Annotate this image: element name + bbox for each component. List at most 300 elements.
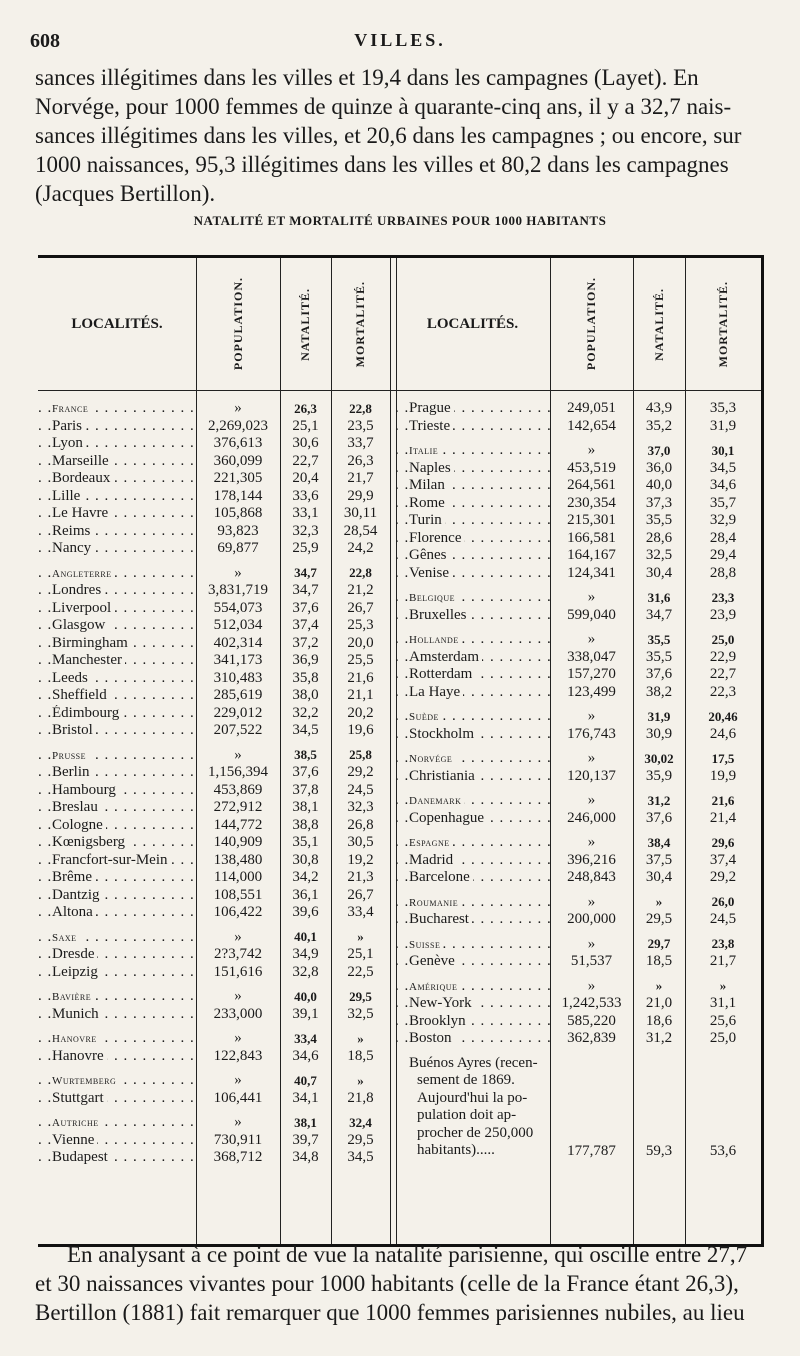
locality-name: Amsterdam xyxy=(409,649,482,665)
natality-cell: 37,6 xyxy=(645,666,673,683)
city-row xyxy=(395,477,761,495)
locality-name: Nancy xyxy=(52,540,94,556)
natality-cell: 34,2 xyxy=(292,869,319,886)
locality-cell xyxy=(38,1090,196,1107)
locality-name: Prusse xyxy=(52,750,89,762)
city-row xyxy=(38,418,390,436)
population-cell: 272,912 xyxy=(213,799,263,816)
locality-cell xyxy=(38,764,196,781)
country-group xyxy=(395,894,761,929)
header-natalite-right: NATALITÉ. xyxy=(651,287,666,361)
natality-cell: 36,9 xyxy=(292,652,319,669)
mortality-cell: 23,8 xyxy=(711,936,735,952)
country-row xyxy=(395,708,761,726)
natality-cell: 34,5 xyxy=(292,722,319,739)
population-cell: 105,868 xyxy=(213,505,263,522)
mortality-cell: 30,1 xyxy=(711,442,735,458)
locality-name: Naples xyxy=(409,460,454,476)
locality-cell xyxy=(38,869,196,886)
locality-name: Leeds xyxy=(52,670,91,686)
mortality-cell: 29,6 xyxy=(711,834,735,850)
locality-cell xyxy=(38,435,196,452)
city-row xyxy=(395,460,761,478)
population-cell: 512,034 xyxy=(213,617,263,634)
country-group xyxy=(38,988,390,1023)
locality-cell xyxy=(38,817,196,834)
mortality-cell: » xyxy=(357,1030,364,1046)
locality-name: Berlin xyxy=(52,764,93,780)
city-row xyxy=(38,869,390,887)
city-row xyxy=(38,1006,390,1024)
locality-cell xyxy=(38,887,196,904)
natality-cell: » xyxy=(655,978,663,994)
locality-name: Angleterre xyxy=(52,568,115,580)
locality-name: Bordeaux xyxy=(52,470,113,486)
natality-cell: » xyxy=(655,894,663,910)
locality-name: Kœnigsberg xyxy=(52,834,128,850)
city-row xyxy=(395,547,761,565)
natality-cell: 39,1 xyxy=(292,1005,319,1022)
mortality-cell: 25,8 xyxy=(349,747,372,763)
locality-cell xyxy=(38,929,196,946)
country-group xyxy=(395,750,761,785)
mortality-cell: 19,6 xyxy=(347,722,374,739)
locality-cell xyxy=(38,1114,196,1131)
locality-cell xyxy=(38,617,196,634)
mortality-cell: 20,2 xyxy=(347,704,374,721)
mortality-cell: 26,8 xyxy=(347,816,374,833)
country-group xyxy=(395,834,761,887)
population-cell: 164,167 xyxy=(567,547,616,564)
city-row xyxy=(395,607,761,625)
city-row xyxy=(38,453,390,471)
natality-cell: 33,4 xyxy=(294,1030,317,1046)
population-cell: 310,483 xyxy=(213,669,263,686)
population-cell: 106,441 xyxy=(213,1089,263,1106)
locality-cell xyxy=(395,1030,550,1047)
locality-cell xyxy=(395,460,550,477)
locality-cell xyxy=(395,400,550,417)
mortality-cell: 35,3 xyxy=(709,400,737,417)
natality-cell: 40,0 xyxy=(645,477,673,494)
locality-cell xyxy=(38,600,196,617)
country-row xyxy=(38,565,390,583)
city-row xyxy=(38,635,390,653)
population-cell: 151,616 xyxy=(213,963,263,980)
locality-cell xyxy=(395,512,550,529)
mortality-cell: 32,9 xyxy=(709,512,737,529)
city-row xyxy=(38,852,390,870)
natality-cell: 37,3 xyxy=(645,494,673,511)
mortality-cell: 21,8 xyxy=(347,1089,374,1106)
mortality-cell: 26,3 xyxy=(347,452,374,469)
country-group xyxy=(38,747,390,922)
population-cell: 138,480 xyxy=(213,851,263,868)
locality-cell xyxy=(395,547,550,564)
locality-name: Marseille xyxy=(52,453,112,469)
city-row xyxy=(38,1090,390,1108)
locality-name: Bristol xyxy=(52,722,96,738)
population-cell: 402,314 xyxy=(213,634,263,651)
population-cell: 368,712 xyxy=(213,1149,263,1166)
locality-cell xyxy=(38,582,196,599)
city-row xyxy=(38,617,390,635)
population-cell: 1,156,394 xyxy=(208,764,268,781)
mortality-cell: 25,3 xyxy=(347,617,374,634)
city-row xyxy=(38,470,390,488)
locality-name: Altona xyxy=(52,904,96,920)
natality-cell: 37,0 xyxy=(647,442,671,458)
natality-cell: 35,5 xyxy=(645,512,673,529)
natality-cell: 39,6 xyxy=(292,904,319,921)
locality-cell xyxy=(38,964,196,981)
locality-cell xyxy=(395,684,550,701)
locality-cell xyxy=(395,911,550,928)
locality-name: Copenhague xyxy=(409,810,487,826)
mortality-cell: 22,5 xyxy=(347,963,374,980)
locality-name: Stockholm xyxy=(409,726,477,742)
population-cell: 157,270 xyxy=(567,666,616,683)
locality-name: Hambourg xyxy=(52,782,119,798)
country-row xyxy=(395,750,761,768)
population-cell: » xyxy=(234,928,242,945)
country-row xyxy=(395,936,761,954)
locality-cell xyxy=(395,666,550,683)
mortality-cell: 19,9 xyxy=(709,767,737,784)
text-line: sances illégitimes dans les villes, et 20,6 dans les campagnes ; ou encore, sur xyxy=(35,123,742,148)
mortality-cell: 34,5 xyxy=(709,459,737,476)
mortality-cell: 24,5 xyxy=(347,781,374,798)
locality-cell xyxy=(395,565,550,582)
mortality-cell: 25,1 xyxy=(347,946,374,963)
mortality-cell: 21,2 xyxy=(347,582,374,599)
natality-cell: 38,2 xyxy=(645,683,673,700)
city-row xyxy=(38,1149,390,1167)
population-cell: 3,831,719 xyxy=(208,582,268,599)
text-line: Norvége, pour 1000 femmes de quinze à quarante-cinq ans, il y a 32,7 nais- xyxy=(35,94,732,119)
population-cell: 599,040 xyxy=(567,606,616,623)
population-cell: 178,144 xyxy=(213,487,263,504)
population-cell: 140,909 xyxy=(213,834,263,851)
natality-cell: 35,5 xyxy=(647,631,671,647)
mortality-cell: 20,46 xyxy=(708,708,738,724)
population-cell: 176,743 xyxy=(567,725,616,742)
locality-cell xyxy=(395,495,550,512)
locality-name: Suède xyxy=(409,711,442,723)
natality-cell: 36,1 xyxy=(292,886,319,903)
mortality-cell: 29,9 xyxy=(347,487,374,504)
population-cell: 246,000 xyxy=(567,809,616,826)
country-row xyxy=(395,442,761,460)
population-cell: » xyxy=(587,589,596,606)
population-cell: 177,787 xyxy=(567,1142,616,1159)
locality-cell xyxy=(395,477,550,494)
natality-cell: 35,9 xyxy=(645,767,673,784)
header-population-left: POPULATION. xyxy=(230,277,245,371)
mortality-cell: 24,6 xyxy=(709,725,737,742)
country-row xyxy=(38,988,390,1006)
population-cell: 123,499 xyxy=(567,683,616,700)
population-cell: 362,839 xyxy=(567,1030,616,1047)
mortality-cell: 25,6 xyxy=(709,1012,737,1029)
locality-cell xyxy=(395,708,550,725)
population-cell: 249,051 xyxy=(567,400,616,417)
city-row xyxy=(38,764,390,782)
city-row xyxy=(38,904,390,922)
locality-name: Le Havre xyxy=(52,505,111,521)
natality-cell: 30,4 xyxy=(645,869,673,886)
natality-cell: 38,4 xyxy=(647,834,671,850)
country-row xyxy=(38,929,390,947)
natality-cell: 40,1 xyxy=(294,929,317,945)
locality-cell xyxy=(395,530,550,547)
mortality-cell: 21,6 xyxy=(711,792,735,808)
city-row xyxy=(38,887,390,905)
locality-cell xyxy=(395,834,550,851)
locality-name: Dresde xyxy=(52,946,97,962)
city-row xyxy=(395,565,761,583)
text-line: 1000 naissances, 95,3 illégitimes dans les villes et 80,2 dans les campagnes xyxy=(35,152,729,177)
mortality-cell: 26,7 xyxy=(347,599,374,616)
locality-name: Saxe xyxy=(52,932,80,944)
locality-cell xyxy=(395,607,550,624)
note-line: procher de 250,000 xyxy=(417,1124,534,1141)
locality-cell xyxy=(38,687,196,704)
locality-cell xyxy=(395,418,550,435)
locality-name: Trieste xyxy=(409,418,453,434)
locality-name: Francfort-sur-Mein xyxy=(52,852,171,868)
population-cell: » xyxy=(234,1072,242,1089)
locality-name: Liverpool xyxy=(52,600,114,616)
locality-name: Milan xyxy=(409,477,448,493)
locality-cell xyxy=(38,852,196,869)
population-cell: 2?3,742 xyxy=(214,946,262,963)
country-row xyxy=(38,1030,390,1048)
locality-cell xyxy=(38,1149,196,1166)
mortality-cell: 26,7 xyxy=(347,886,374,903)
mortality-cell: 30,5 xyxy=(347,834,374,851)
natality-cell: 32,5 xyxy=(645,547,673,564)
natality-cell: 28,6 xyxy=(645,529,673,546)
locality-name: Reims xyxy=(52,523,93,539)
population-cell: 122,843 xyxy=(213,1047,263,1064)
locality-name: Espagne xyxy=(409,837,453,849)
population-cell: 108,551 xyxy=(213,886,263,903)
population-cell: » xyxy=(234,988,242,1005)
mortality-cell: 34,5 xyxy=(347,1149,374,1166)
natality-cell: 30,02 xyxy=(644,750,674,766)
locality-name: Italie xyxy=(409,445,441,457)
city-row xyxy=(395,530,761,548)
locality-cell xyxy=(38,488,196,505)
locality-name: Belgique xyxy=(409,592,458,604)
locality-name: Hanovre xyxy=(52,1033,100,1045)
locality-cell xyxy=(38,799,196,816)
locality-cell xyxy=(38,505,196,522)
population-cell: 142,654 xyxy=(567,417,616,434)
locality-cell xyxy=(395,792,550,809)
locality-name: Turin xyxy=(409,512,445,528)
natality-cell: 38,0 xyxy=(292,687,319,704)
mortality-cell: 34,6 xyxy=(709,477,737,494)
natality-cell: 35,2 xyxy=(645,417,673,434)
natality-cell: 31,2 xyxy=(647,792,671,808)
population-cell: » xyxy=(587,750,596,767)
locality-cell xyxy=(38,946,196,963)
mortality-cell: 29,5 xyxy=(347,1131,374,1148)
page-header xyxy=(30,30,770,60)
header-natalite-left: NATALITÉ. xyxy=(298,287,312,361)
population-cell: 51,537 xyxy=(570,953,613,970)
mortality-cell: 30,11 xyxy=(343,505,378,522)
city-row xyxy=(395,649,761,667)
mortality-cell: 21,4 xyxy=(709,809,737,826)
country-row xyxy=(38,747,390,765)
natality-cell: 35,5 xyxy=(645,648,673,665)
city-row xyxy=(38,505,390,523)
natality-cell: 18,6 xyxy=(645,1012,673,1029)
natality-cell: 30,4 xyxy=(645,564,673,581)
city-row xyxy=(395,869,761,887)
locality-name: Barcelone xyxy=(409,869,473,885)
population-cell: » xyxy=(234,400,242,417)
city-row xyxy=(395,418,761,436)
population-cell: 233,000 xyxy=(213,1005,263,1022)
locality-cell xyxy=(38,418,196,435)
text-line: et 30 naissances vivantes pour 1000 habitants (celle de la France étant 26,3), xyxy=(35,1271,739,1296)
locality-cell xyxy=(395,894,550,911)
natality-cell: 32,3 xyxy=(292,522,319,539)
population-cell: 585,220 xyxy=(567,1012,616,1029)
natality-cell: 38,1 xyxy=(294,1114,317,1130)
population-cell: 341,173 xyxy=(213,652,263,669)
locality-name: Brooklyn xyxy=(409,1013,469,1029)
mortality-cell: 29,2 xyxy=(347,764,374,781)
natality-cell: 43,9 xyxy=(645,400,673,417)
header-mortalite-right: MORTALITÉ. xyxy=(715,280,730,368)
city-row xyxy=(395,1013,761,1031)
mortality-cell: 26,0 xyxy=(711,894,735,910)
mortality-cell: 32,4 xyxy=(349,1114,372,1130)
locality-cell xyxy=(38,523,196,540)
mortality-cell: 25,5 xyxy=(347,652,374,669)
locality-cell xyxy=(395,995,550,1012)
locality-name: Cologne xyxy=(52,817,106,833)
locality-cell xyxy=(38,747,196,764)
country-group xyxy=(38,1030,390,1065)
locality-name: Gênes xyxy=(409,547,450,563)
locality-cell xyxy=(38,782,196,799)
natality-cell: 32,2 xyxy=(292,704,319,721)
city-row xyxy=(38,782,390,800)
locality-name: Breslau xyxy=(52,799,101,815)
locality-cell xyxy=(395,442,550,459)
country-group xyxy=(38,565,390,740)
population-cell: 453,869 xyxy=(213,781,263,798)
natality-cell: 36,0 xyxy=(645,459,673,476)
natality-cell: 32,8 xyxy=(292,963,319,980)
country-row xyxy=(38,1072,390,1090)
population-cell: 360,099 xyxy=(213,452,263,469)
natality-cell: 38,1 xyxy=(292,799,319,816)
country-group xyxy=(38,1114,390,1167)
city-row xyxy=(395,810,761,828)
locality-name: Autriche xyxy=(52,1117,102,1129)
country-group xyxy=(38,1072,390,1107)
natality-cell: 34,6 xyxy=(292,1047,319,1064)
city-row xyxy=(395,666,761,684)
locality-cell xyxy=(38,453,196,470)
city-row xyxy=(38,582,390,600)
population-cell: 120,137 xyxy=(567,767,616,784)
country-group xyxy=(38,929,390,982)
locality-cell xyxy=(38,652,196,669)
population-cell: » xyxy=(587,893,596,910)
natality-cell: 37,6 xyxy=(645,809,673,826)
locality-name: Amérique xyxy=(409,981,460,993)
data-table xyxy=(38,255,764,1247)
city-row xyxy=(395,995,761,1013)
natality-cell: 30,8 xyxy=(292,851,319,868)
natality-cell: 37,8 xyxy=(292,781,319,798)
population-cell: 554,073 xyxy=(213,599,263,616)
population-cell: 200,000 xyxy=(567,911,616,928)
locality-name: Lyon xyxy=(52,435,86,451)
locality-cell xyxy=(38,565,196,582)
locality-name: Roumanie xyxy=(409,897,461,909)
header-mortalite-left: MORTALITÉ. xyxy=(353,280,367,368)
population-cell: 207,522 xyxy=(213,722,263,739)
population-cell: 124,341 xyxy=(567,564,616,581)
mortality-cell: 24,2 xyxy=(347,540,374,557)
country-group xyxy=(38,400,390,558)
locality-cell xyxy=(38,705,196,722)
natality-cell: 40,0 xyxy=(294,988,317,1004)
mortality-cell: 22,8 xyxy=(349,565,372,581)
page-number: 608 xyxy=(30,30,60,52)
natality-cell: 34,7 xyxy=(292,582,319,599)
natality-cell: 34,7 xyxy=(645,606,673,623)
natality-cell: 38,8 xyxy=(292,816,319,833)
city-row xyxy=(395,768,761,786)
locality-name: Leipzig xyxy=(52,964,101,980)
note-line: habitants)..... xyxy=(417,1142,495,1158)
population-cell: 215,301 xyxy=(567,512,616,529)
population-cell: 230,354 xyxy=(567,494,616,511)
locality-cell xyxy=(395,936,550,953)
natality-cell: 29,5 xyxy=(645,911,673,928)
natality-cell: 21,0 xyxy=(645,995,673,1012)
mortality-cell: 37,4 xyxy=(709,851,737,868)
locality-name: Manchester xyxy=(52,652,125,668)
population-cell: » xyxy=(234,564,242,581)
population-cell: 730,911 xyxy=(213,1131,263,1148)
country-row xyxy=(395,834,761,852)
mortality-cell: 25,0 xyxy=(709,1030,737,1047)
mortality-cell: 21,7 xyxy=(709,953,737,970)
locality-name: Madrid xyxy=(409,852,456,868)
locality-name: Lille xyxy=(52,488,83,504)
city-row xyxy=(38,722,390,740)
population-cell: 338,047 xyxy=(567,648,616,665)
population-cell: 2,269,023 xyxy=(208,417,268,434)
natality-cell: 34,9 xyxy=(292,946,319,963)
locality-name: Norvége xyxy=(409,753,455,765)
population-cell: 114,000 xyxy=(213,869,263,886)
natality-cell: 20,4 xyxy=(292,470,319,487)
city-row xyxy=(395,684,761,702)
natality-cell: 40,7 xyxy=(294,1072,317,1088)
